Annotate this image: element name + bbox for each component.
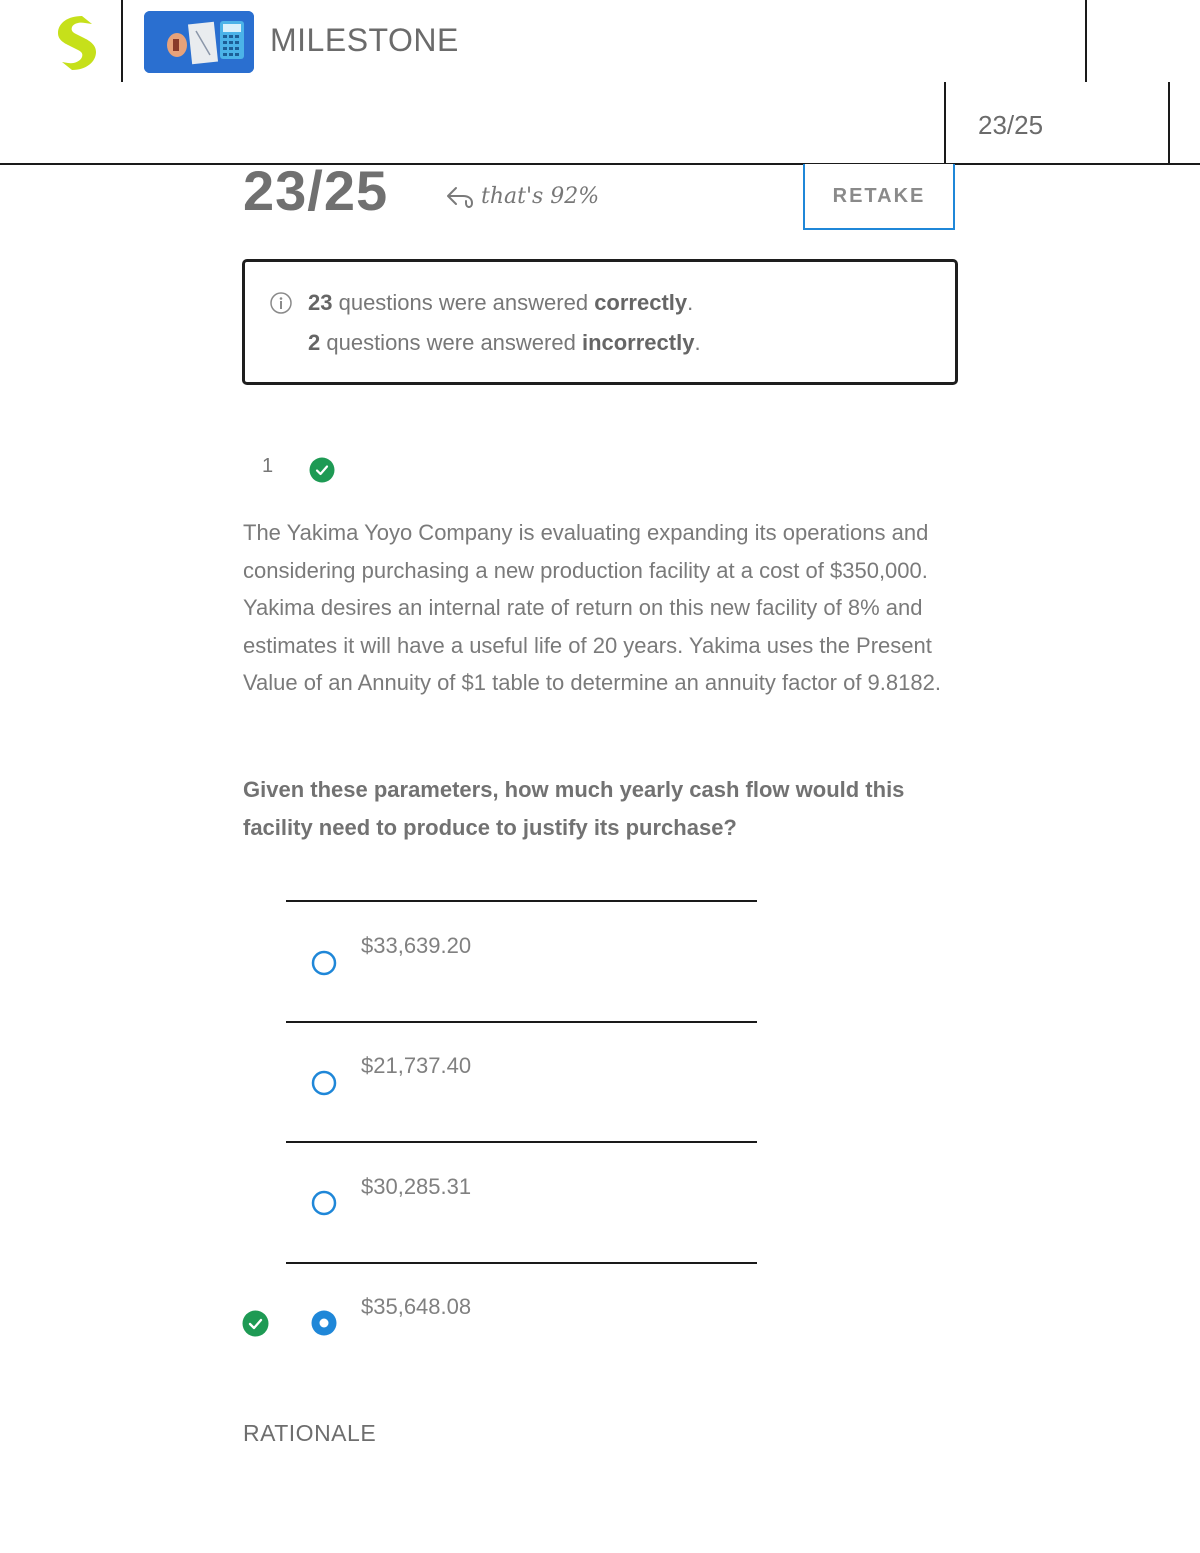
summary-incorrect-line — [308, 330, 701, 356]
answer-divider — [286, 900, 757, 902]
answer-divider — [286, 1021, 757, 1023]
app-title: MILESTONE — [270, 22, 459, 58]
radio-unselected-icon[interactable] — [311, 950, 337, 976]
score-box-left-border — [944, 82, 946, 164]
answer-label: $35,648.08 — [361, 1294, 472, 1319]
sophia-logo-icon[interactable] — [52, 14, 100, 70]
score-percent-note — [445, 184, 599, 209]
score-percent-text: that's 92% — [481, 184, 600, 209]
header-rule — [0, 163, 1200, 165]
info-icon — [270, 292, 292, 314]
course-thumbnail — [144, 11, 254, 73]
answer-label: $21,737.40 — [361, 1053, 472, 1078]
results-summary — [242, 259, 958, 385]
score-box-right-border — [1168, 82, 1170, 164]
summary-period: . — [694, 330, 701, 355]
radio-unselected-icon[interactable] — [311, 1070, 337, 1096]
answer-divider — [286, 1141, 757, 1143]
question-number: 1 — [262, 455, 274, 477]
retake-button[interactable]: RETAKE — [803, 164, 955, 230]
calculator-icon — [144, 11, 254, 73]
header-divider-right — [1085, 0, 1087, 82]
summary-period: . — [687, 290, 694, 315]
rationale-heading: RATIONALE — [243, 1420, 377, 1446]
answer-divider — [286, 1262, 757, 1264]
correct-word: correctly — [594, 290, 688, 315]
summary-incorrect-text: questions were answered — [320, 330, 582, 355]
correct-count: 23 — [308, 290, 333, 315]
header-divider — [121, 0, 123, 82]
summary-correct-text: questions were answered — [332, 290, 595, 315]
answer-label: $33,639.20 — [361, 933, 472, 958]
curved-arrow-left-icon — [445, 185, 475, 209]
incorrect-count: 2 — [308, 330, 321, 355]
summary-correct-line — [308, 290, 693, 316]
header-score: 23/25 — [978, 110, 1044, 140]
question-prompt: Given these parameters, how much yearly cash flow would this facility need to produce to justify its purchase? — [243, 777, 905, 840]
big-score: 23/25 — [243, 159, 389, 222]
answer-label: $30,285.31 — [361, 1174, 472, 1199]
radio-unselected-icon[interactable] — [311, 1190, 337, 1216]
correct-check-icon — [309, 457, 335, 483]
radio-selected-icon[interactable] — [311, 1310, 337, 1336]
correct-answer-check-icon — [242, 1310, 269, 1337]
incorrect-word: incorrectly — [581, 330, 695, 355]
question-body: The Yakima Yoyo Company is evaluating expanding its operations and considering purchasing a new production facility at a cost of $350,000. Yakima desires an internal rate of return on this new facility of 8% and estimates it will have a useful life of 20 years. Yakima uses the Present Value of an Annuity of $1 table to determine an annuity factor of 9.8182. — [243, 520, 941, 696]
